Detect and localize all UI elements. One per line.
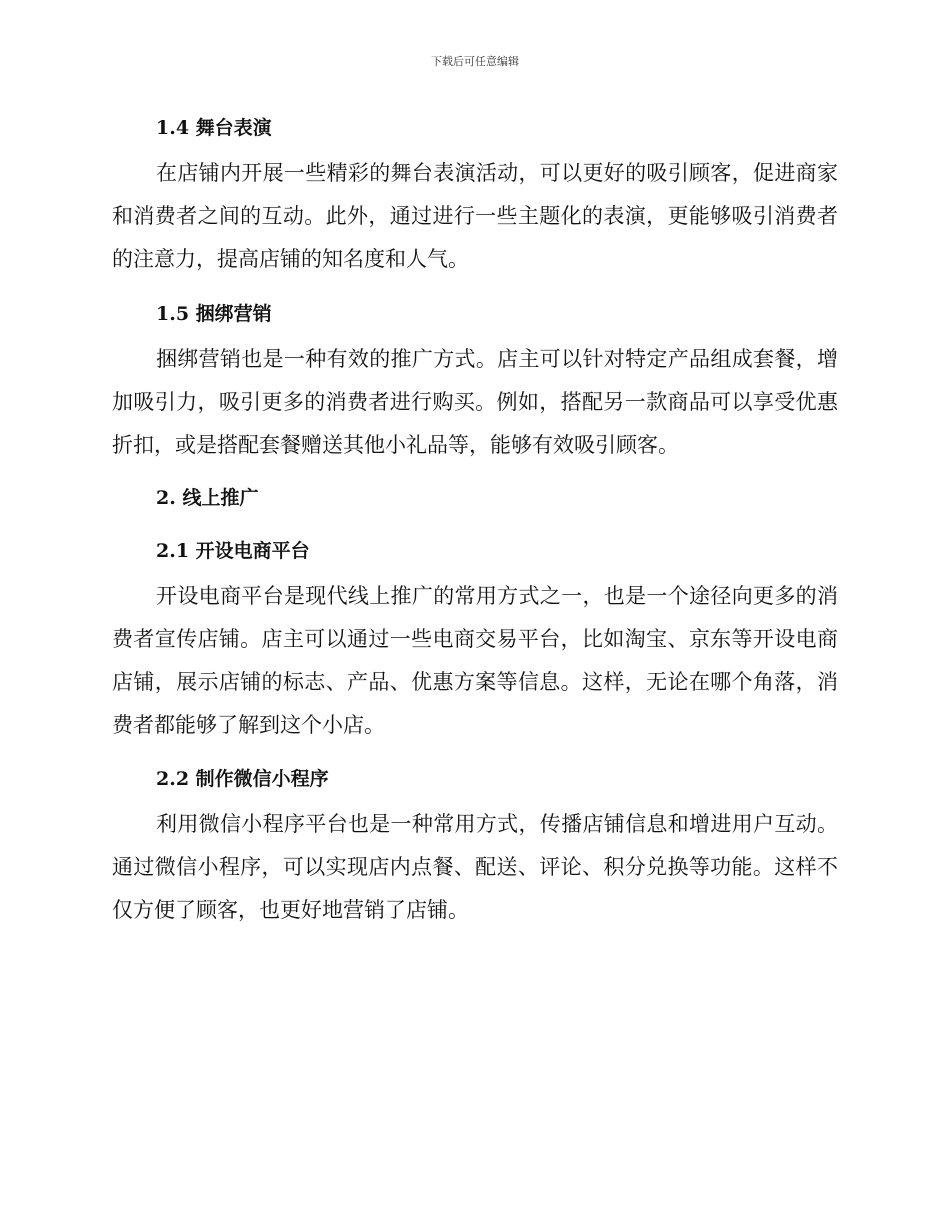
- document-body: [112, 112, 838, 932]
- section-paragraph-2-2: 利用微信小程序平台也是一种常用方式，传播店铺信息和增进用户互动。通过微信小程序，可以实现店内点餐、配送、评论、积分兑换等功能。这样不仅方便了顾客，也更好地营销了店铺。: [112, 812, 838, 922]
- section-heading-1-4: 1.4 舞台表演: [156, 117, 272, 139]
- section-heading-2-2: 2.2 制作微信小程序: [156, 768, 329, 790]
- section-paragraph-1-4: 在店铺内开展一些精彩的舞台表演活动，可以更好的吸引顾客，促进商家和消费者之间的互动。此外，通过进行一些主题化的表演，更能够吸引消费者的注意力，提高店铺的知名度和人气。: [112, 161, 838, 271]
- section-paragraph-2-1: 开设电商平台是现代线上推广的常用方式之一，也是一个途径向更多的消费者宣传店铺。店主可以通过一些电商交易平台，比如淘宝、京东等开设电商店铺，展示店铺的标志、产品、优惠方案等信息。这样，无论在哪个角落，消费者都能够了解到这个小店。: [112, 584, 838, 737]
- page-header: 下载后可任意编辑: [431, 55, 519, 68]
- section-paragraph-1-5: 捆绑营销也是一种有效的推广方式。店主可以针对特定产品组成套餐，增加吸引力，吸引更多的消费者进行购买。例如，搭配另一款商品可以享受优惠折扣，或是搭配套餐赠送其他小礼品等，能够有效吸引顾客。: [112, 347, 838, 457]
- section-heading-1-5: 1.5 捆绑营销: [156, 303, 272, 325]
- section-heading-2-1: 2.1 开设电商平台: [156, 540, 310, 562]
- section-heading-2: 2. 线上推广: [156, 487, 259, 509]
